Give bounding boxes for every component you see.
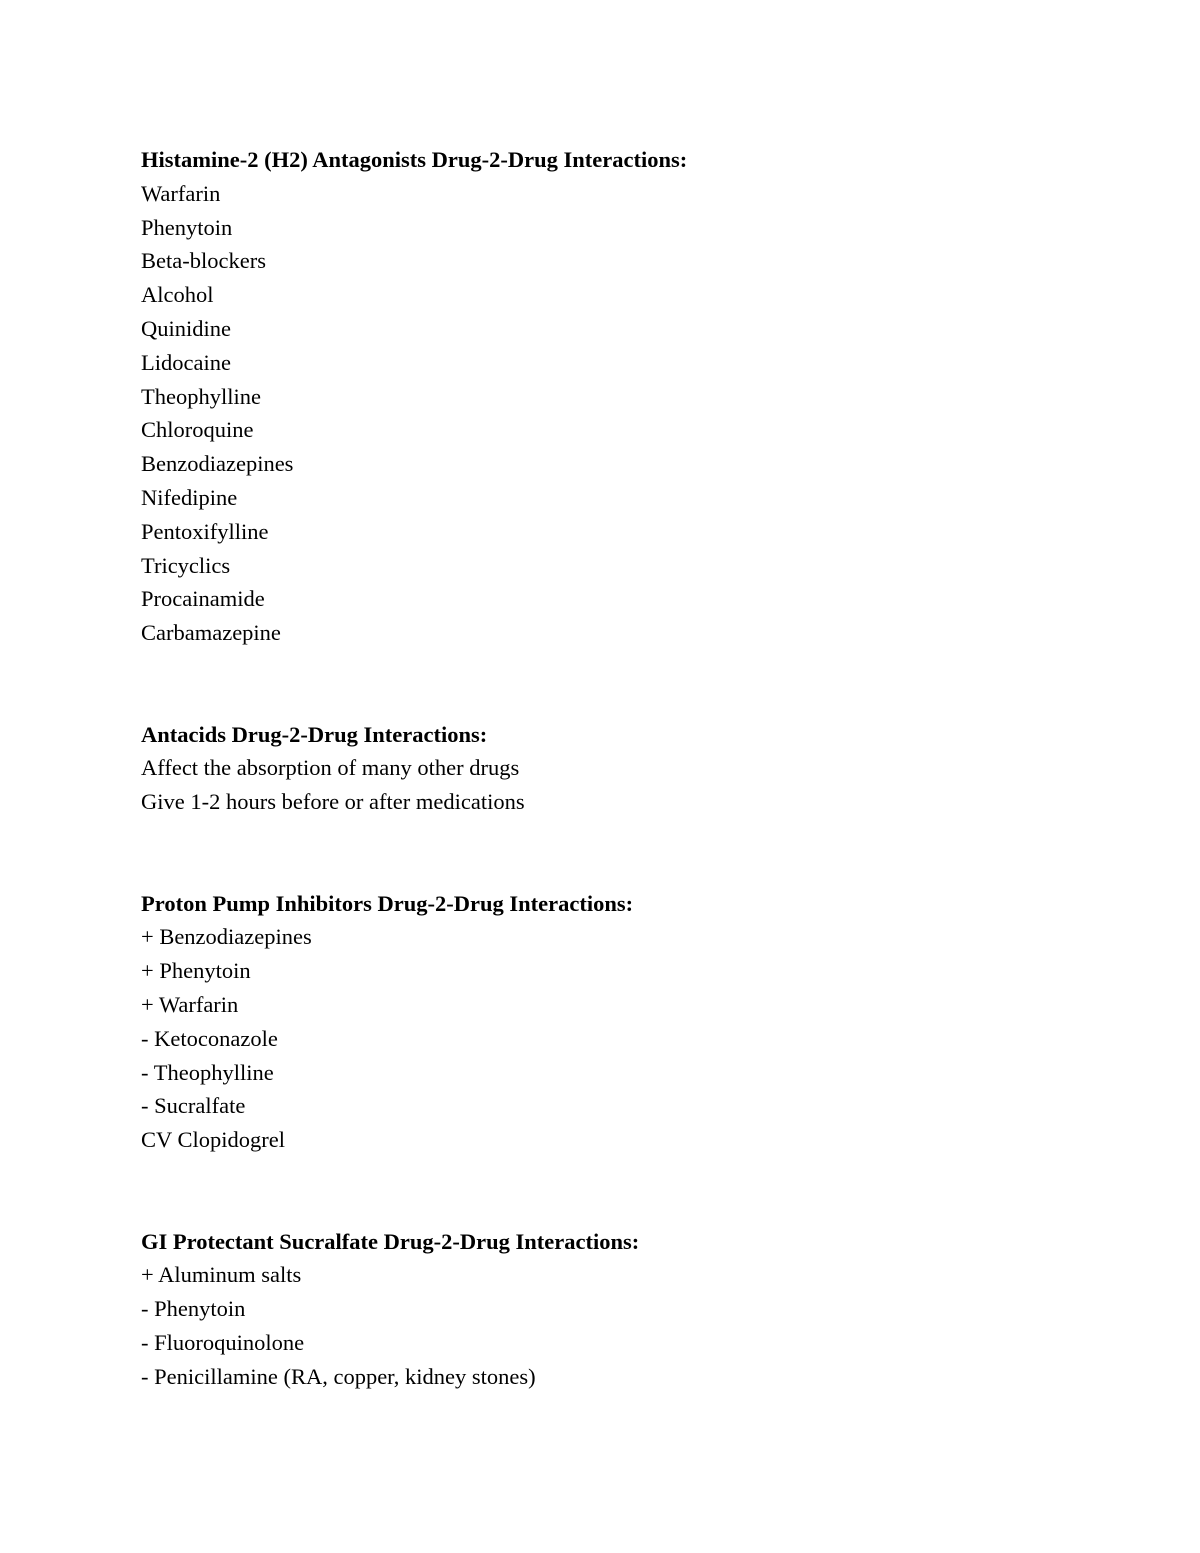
document-page (141, 143, 1141, 1393)
list-item: Beta-blockers (141, 248, 266, 274)
list-item: Lidocaine (141, 349, 231, 375)
list-item: Pentoxifylline (141, 518, 269, 544)
list-item: Quinidine (141, 315, 231, 341)
list-item: Phenytoin (141, 214, 233, 240)
list-item: Warfarin (141, 180, 221, 206)
list-item: Carbamazepine (141, 620, 281, 646)
section-heading: Histamine-2 (H2) Antagonists Drug-2-Drug Interactions: (141, 147, 688, 172)
list-item: + Phenytoin (141, 958, 251, 984)
list-item: Alcohol (141, 282, 214, 308)
list-item: Theophylline (141, 383, 261, 409)
list-item: + Aluminum salts (141, 1262, 302, 1288)
list-item: - Penicillamine (RA, copper, kidney stones) (141, 1363, 536, 1389)
section-gi-protectant-sucralfate (141, 1225, 1141, 1394)
section-heading: Antacids Drug-2-Drug Interactions: (141, 721, 488, 747)
section-antacids (141, 718, 1141, 819)
list-item: + Warfarin (141, 991, 239, 1017)
list-item: Benzodiazepines (141, 451, 294, 477)
list-item: Chloroquine (141, 417, 254, 443)
list-item: - Sucralfate (141, 1093, 246, 1119)
list-item: - Theophylline (141, 1059, 274, 1085)
list-item: Tricyclics (141, 552, 231, 578)
section-h2-antagonists (141, 143, 1141, 650)
list-item: Give 1-2 hours before or after medications (141, 789, 525, 815)
section-proton-pump-inhibitors (141, 887, 1141, 1157)
list-item: + Benzodiazepines (141, 924, 312, 950)
section-heading: Proton Pump Inhibitors Drug-2-Drug Interactions: (141, 890, 634, 916)
list-item: - Fluoroquinolone (141, 1329, 305, 1355)
section-heading: GI Protectant Sucralfate Drug-2-Drug Interactions: (141, 1228, 640, 1254)
list-item: Nifedipine (141, 484, 238, 510)
list-item: - Phenytoin (141, 1296, 246, 1322)
list-item: - Ketoconazole (141, 1025, 278, 1051)
list-item: Procainamide (141, 586, 265, 612)
list-item: CV Clopidogrel (141, 1127, 285, 1153)
list-item: Affect the absorption of many other drugs (141, 755, 520, 781)
